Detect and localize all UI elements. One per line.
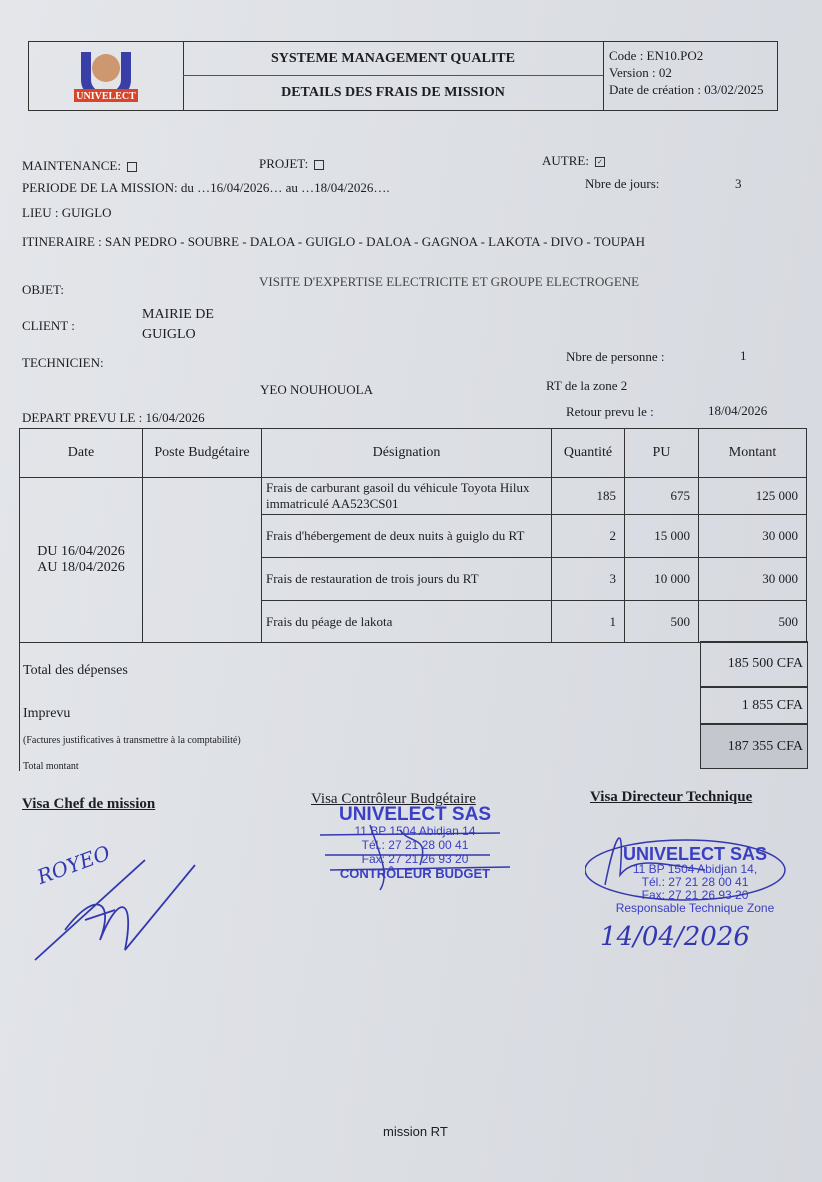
- retour-value: 18/04/2026: [708, 403, 768, 418]
- total-depenses-label: Total des dépenses: [23, 663, 128, 678]
- technicien-label: TECHNICIEN:: [22, 355, 104, 370]
- svg-text:UNIVELECT: UNIVELECT: [76, 91, 136, 102]
- client-label: CLIENT :: [22, 318, 75, 333]
- chef-signature: [25, 830, 215, 970]
- projet-field: PROJET:: [259, 156, 324, 172]
- col-date: Date: [20, 429, 143, 478]
- maintenance-field: MAINTENANCE:: [22, 158, 137, 174]
- pu-cell: 500: [625, 601, 699, 643]
- controleur-signature: [310, 815, 530, 895]
- retour-label: Retour prevu le :: [566, 404, 654, 419]
- montant-cell: 30 000: [699, 515, 807, 558]
- technicien-role: RT de la zone 2: [546, 378, 628, 393]
- total-montant-value: 187 355 CFA: [700, 724, 808, 769]
- pu-cell: 675: [625, 478, 699, 515]
- designation-cell: Frais de restauration de trois jours du RT: [262, 558, 552, 601]
- projet-checkbox[interactable]: [314, 160, 324, 170]
- univelect-logo: [29, 42, 184, 110]
- nbre-jours-value: 3: [735, 176, 742, 191]
- montant-cell: 500: [699, 601, 807, 643]
- quantite-cell: 185: [552, 478, 625, 515]
- pu-cell: 10 000: [625, 558, 699, 601]
- svg-text:ROYEO: ROYEO: [33, 840, 114, 889]
- mission-period: PERIODE DE LA MISSION: du …16/04/2026… au …18/04/2026….: [22, 180, 390, 195]
- col-poste: Poste Budgétaire: [143, 429, 262, 478]
- pu-cell: 15 000: [625, 515, 699, 558]
- quantite-cell: 3: [552, 558, 625, 601]
- maintenance-checkbox[interactable]: [127, 162, 137, 172]
- designation-cell: Frais d'hébergement de deux nuits à guiglo du RT: [262, 515, 552, 558]
- depart-prevu: DEPART PREVU LE : 16/04/2026: [22, 410, 205, 425]
- table-header-row: [20, 429, 807, 478]
- technicien-name: YEO NOUHOUOLA: [260, 382, 374, 397]
- objet-label: OBJET:: [22, 282, 64, 297]
- totals-left-border: [19, 641, 20, 771]
- doc-creation-date: Date de création : 03/02/2025: [609, 82, 764, 97]
- directeur-stamp: UNIVELECT SAS 11 BP 1504 Abidjan 14, Tél.: 27 21 28 00 41 Fax: 27 21 26 93 20 Responsable Technique Zone: [615, 844, 775, 915]
- controleur-stamp: UNIVELECT SAS 11 BP 1504 Abidjan 14 Tél.: 27 21 28 00 41 Fax: 27 21 26 93 20 CONTRÔLEUR BUDGET: [338, 804, 492, 881]
- nbre-personne-value: 1: [740, 348, 747, 363]
- designation-cell: Frais du péage de lakota: [262, 601, 552, 643]
- col-designation: Désignation: [262, 429, 552, 478]
- visa-directeur-label: Visa Directeur Technique: [590, 789, 753, 805]
- imprevu-value: 1 855 CFA: [700, 687, 808, 724]
- doc-version: Version : 02: [609, 65, 672, 80]
- montant-cell: 30 000: [699, 558, 807, 601]
- total-montant-label: Total montant: [23, 761, 79, 772]
- designation-cell: Frais de carburant gasoil du véhicule Toyota Hilux immatriculé AA523CS01: [262, 478, 552, 515]
- document-title: DETAILS DES FRAIS DE MISSION: [281, 84, 505, 100]
- quantite-cell: 2: [552, 515, 625, 558]
- document-header: [28, 41, 778, 111]
- date-cell: DU 16/04/2026 AU 18/04/2026: [20, 478, 143, 643]
- montant-cell: 125 000: [699, 478, 807, 515]
- expenses-table: [19, 428, 807, 643]
- table-row: [20, 478, 807, 515]
- nbre-personne-label: Nbre de personne :: [566, 349, 665, 364]
- client-line1: MAIRIE DE: [142, 307, 214, 322]
- autre-checkbox[interactable]: ✓: [595, 157, 605, 167]
- client-line2: GUIGLO: [142, 327, 196, 342]
- autre-field: AUTRE: ✓: [542, 153, 605, 169]
- imprevu-label: Imprevu: [23, 706, 71, 721]
- objet-value: VISITE D'EXPERTISE ELECTRICITE ET GROUPE ELECTROGENE: [259, 274, 640, 289]
- lieu: LIEU : GUIGLO: [22, 205, 112, 220]
- quantite-cell: 1: [552, 601, 625, 643]
- justificatives-note: (Factures justificatives à transmettre à la comptabilité): [23, 735, 241, 746]
- visa-controleur-label: Visa Contrôleur Budgétaire: [311, 791, 476, 807]
- system-title: SYSTEME MANAGEMENT QUALITE: [183, 42, 603, 76]
- directeur-signature: [585, 815, 822, 960]
- total-depenses-value: 185 500 CFA: [700, 641, 808, 687]
- col-pu: PU: [625, 429, 699, 478]
- svg-text:14/04/2026: 14/04/2026: [600, 922, 750, 952]
- visa-chef-label: Visa Chef de mission: [22, 796, 156, 812]
- col-montant: Montant: [699, 429, 807, 478]
- col-quantite: Quantité: [552, 429, 625, 478]
- poste-cell: [143, 478, 262, 643]
- footer-text: mission RT: [383, 1124, 448, 1139]
- nbre-jours-label: Nbre de jours:: [585, 176, 660, 191]
- itineraire: ITINERAIRE : SAN PEDRO - SOUBRE - DALOA - GUIGLO - DALOA - GAGNOA - LAKOTA - DIVO - TOUPAH: [22, 234, 646, 249]
- doc-code: Code : EN10.PO2: [609, 48, 704, 63]
